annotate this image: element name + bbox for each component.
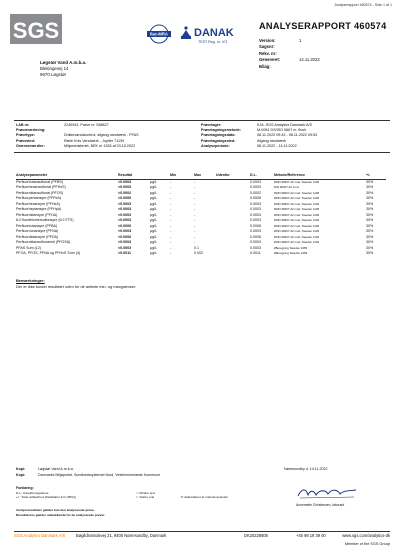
cell-max: - — [194, 179, 196, 184]
cell-dl: 0.0011 — [250, 251, 261, 255]
cell-max: - — [194, 185, 196, 189]
cell-max: - — [194, 223, 196, 228]
info-sample-site: Prøvested: Ræte Kols Vandværk - Jupiter 71139 — [16, 138, 125, 143]
footer-address: Bøgildsmindevej 21, 9400 Nørresundby, Danmark — [76, 533, 167, 538]
cell-max: 0.002 — [194, 251, 203, 255]
distribution-recipient: Kopi: Løgstør Vand A.m.b.a. — [16, 467, 74, 471]
report-meta — [259, 38, 389, 70]
cell-min: - — [170, 240, 172, 244]
cell-min: - — [170, 185, 172, 189]
cell-outside — [216, 251, 250, 257]
recipient-city: 9670 Løgstør — [40, 72, 67, 77]
legend-row: D.L.: Detektionsgrænse <: Mindre end — [16, 491, 156, 495]
cell-method: #Beregning Sweden 1056 — [274, 245, 308, 250]
cell-uncertainty: 30% — [366, 196, 374, 200]
report-title: ANALYSERAPPORT 460574 — [259, 21, 387, 31]
cell-result: <0.0003 — [118, 201, 132, 206]
ilac-mra-logo — [146, 24, 172, 44]
cell-parameter: PFOA, PFOS, PFNA og PFHxS Sum (4) — [16, 251, 81, 255]
cell-uncertainty: 30% — [366, 185, 374, 189]
cell-result: <0.0003 — [118, 245, 132, 250]
results-table — [16, 173, 386, 257]
cell-uncertainty: 30% — [366, 223, 374, 228]
cell-min: - — [170, 190, 172, 195]
signature-image — [296, 484, 358, 502]
cell-min: - — [170, 245, 172, 250]
footer-website[interactable]: www.sgs.com/analytics-dk — [342, 533, 390, 538]
cell-parameter: Perfluorhexansulfonat (PFHxS) — [16, 185, 66, 189]
cell-uncertainty: 30% — [366, 179, 374, 184]
cell-unit: µg/L — [150, 179, 158, 184]
cell-unit: µg/L — [150, 185, 158, 189]
cell-unit: µg/L — [150, 245, 158, 250]
col-header-uncertainty: +/- — [366, 173, 386, 179]
cell-parameter: Perfluoroktansyre (PFOA) — [16, 212, 58, 217]
cell-uncertainty: 30% — [366, 207, 374, 211]
cell-result: <0.0006 — [118, 196, 132, 200]
cell-unit: µg/L — [150, 201, 158, 206]
cell-parameter: Perfluorheptansyre (PFHpA) — [16, 207, 62, 211]
info-sample-type: Prøvetype: Drikkevandskontrol, afgang vandværk - PFAS — [16, 133, 139, 138]
cell-dl: 0.0006 — [250, 234, 261, 239]
cell-result: <0.0003 — [118, 240, 132, 244]
remarks-title: Bemærkninger: — [16, 278, 45, 283]
sgs-logo — [10, 14, 62, 44]
legend-title: Forklaring: — [16, 486, 34, 490]
cell-dl: 0.0006 — [250, 196, 261, 200]
cell-dl: 0.0003 — [250, 218, 261, 222]
meta-requisition: Rekv. nr: — [259, 50, 277, 56]
legend-notice: Analyseresultater gælder kun den analyserede prøve. Resultaterne gælder udelukkende for de analyserede prøver. — [16, 508, 106, 517]
cell-result: <0.0003 — [118, 212, 132, 217]
cell-method: #DIN 38407-42 mod. Sweden 1136 — [274, 190, 320, 195]
info-sampling-date: Prøvetagningsdato: 08.11.2022 09:43 - 08.11.2022 09:53 — [201, 133, 318, 138]
cell-method: #DIN 38407-42 mod. Sweden 1136 — [274, 212, 320, 217]
info-limits: Grænseværdier: Miljøministeriet, BEK nr 1383 af 03.10.2022 — [16, 143, 136, 148]
remarks-text: Der er ikke fundet resultater uden for de anførte min- og maxgrænser. — [16, 284, 137, 289]
signer-name: Annemette Christensen, laborant — [296, 503, 345, 507]
footer-divider — [14, 531, 390, 532]
meta-case-number: Sagsnr: — [259, 44, 275, 50]
danak-reg: TEST Reg. nr. 471 — [198, 40, 228, 44]
cell-parameter: Perfluornonansyre (PFNA) — [16, 229, 59, 233]
cell-min: - — [170, 223, 172, 228]
cell-dl: 0.0003 — [250, 240, 261, 244]
col-header-max: Max — [194, 173, 216, 179]
cell-result: <0.0003 — [118, 185, 132, 189]
info-analysis-period: Analyseperiode: 08.11.2022 - 14.11.2022 — [201, 143, 297, 148]
cell-min: - — [170, 229, 172, 233]
cell-unit: µg/L — [150, 240, 158, 244]
cell-result: <0.0003 — [118, 229, 132, 233]
cell-dl: 0.0003 — [250, 185, 261, 189]
sample-info-left — [16, 123, 201, 149]
cell-max: - — [194, 218, 196, 222]
cell-min: - — [170, 201, 172, 206]
cell-uncertainty: 30% — [366, 218, 374, 222]
cell-method: #DIN 38407-42 mod. Sweden 1136 — [274, 207, 320, 211]
divider — [14, 120, 390, 121]
cell-dl: 0.0003 — [250, 201, 261, 206]
meta-version: Version: 1 — [259, 38, 302, 43]
info-sample-marking: Prøvemærkning: — [16, 128, 46, 133]
cell-min: - — [170, 234, 172, 239]
cell-unit: µg/L — [150, 190, 158, 195]
meta-attachment: Bilag: — [259, 63, 271, 69]
cell-max: - — [194, 212, 196, 217]
cell-parameter: 6:2 fluortelomersulfonsyre (6:2 FTS) — [16, 218, 74, 222]
cell-parameter: Perfluoroktansulfonat (PFOS) — [16, 190, 64, 195]
distribution-copy: Kopi: Danmarks Miljøportal, Sundhedssystemet Nord, Vesthimmerlands Kommune — [16, 473, 161, 477]
cell-dl: 0.0003 — [250, 179, 261, 184]
cell-method: #DIN 38407-42 mod. Sweden 1136 — [274, 223, 320, 228]
cell-parameter: Perfluordekansyre (PFDA) — [16, 234, 59, 239]
cell-result: <0.0006 — [118, 223, 132, 228]
sample-info — [16, 123, 386, 149]
cell-uncertainty: 30% — [366, 201, 374, 206]
cell-uncertainty: 30% — [366, 190, 374, 195]
cell-unit: µg/L — [150, 223, 158, 228]
cell-method: DIN 38407-42 mod. — [274, 185, 300, 189]
cell-min: - — [170, 251, 172, 255]
cell-max: - — [194, 240, 196, 244]
cell-result: <0.0011 — [118, 251, 131, 255]
cell-parameter: Perfluorhexansyre (PFHxA) — [16, 201, 60, 206]
cell-method: #DIN 38407-42 mod. Sweden 1136 — [274, 179, 320, 184]
col-header-dl: D.L. — [250, 173, 274, 179]
cell-method: #DIN 38407-42 mod. Sweden 1136 — [274, 234, 320, 239]
cell-dl: 0.0002 — [250, 190, 261, 195]
cell-min: - — [170, 196, 172, 200]
cell-method: #DIN 38407-42 mod. Sweden 1136 — [274, 196, 320, 200]
cell-unit: µg/L — [150, 218, 158, 222]
divider — [14, 152, 390, 153]
page-reference: Analyserapport 460574 - Side 1 af 1 — [334, 3, 392, 7]
cell-method: #DIN 38407-42 mod. Sweden 1136 — [274, 201, 320, 206]
cell-uncertainty: 30% — [366, 245, 374, 250]
cell-max: - — [194, 196, 196, 200]
cell-parameter: Perfluorbutansyre (PFBA) — [16, 223, 58, 228]
cell-max: - — [194, 234, 196, 239]
cell-unit: µg/L — [150, 229, 158, 233]
cell-max: 0.1 — [194, 245, 199, 250]
cell-dl: 0.0003 — [250, 207, 261, 211]
signature-date: Nørresundby d. 14.11.2022 — [284, 467, 328, 471]
cell-method: #Beregning Sweden 1056 — [274, 251, 308, 255]
cell-parameter: Perfluorbutansulfonat (PFBS) — [16, 179, 63, 184]
col-header-method: Metode/Reference — [274, 173, 366, 179]
col-header-outside: Udenfor — [216, 173, 250, 179]
cell-uncertainty: 30% — [366, 240, 374, 244]
cell-uncertainty: 30% — [366, 212, 374, 217]
remarks — [16, 278, 136, 289]
cell-min: - — [170, 207, 172, 211]
legend-row: +/-: Total usikkerhed (Dækfaktor k=2 (95%)) >: Større end #: Akkrediteret af underleverandør — [16, 495, 228, 500]
cell-unit: µg/L — [150, 207, 158, 211]
meta-generated: Genereret: 14.11.2022 — [259, 57, 320, 63]
footer-member: Member of the SGS Group — [344, 542, 390, 546]
page-footer — [14, 533, 390, 538]
cell-uncertainty: 30% — [366, 229, 374, 233]
col-header-min: Min — [170, 173, 194, 179]
cell-result: <0.0006 — [118, 234, 132, 239]
cell-max: - — [194, 190, 196, 195]
legend — [16, 486, 266, 500]
sgs-logo-text: SGS — [12, 18, 60, 43]
cell-unit: µg/L — [150, 212, 158, 217]
footer-cvr: DK20228806 — [244, 533, 268, 538]
cell-min: - — [170, 179, 172, 184]
col-header-result: Resultat — [118, 173, 150, 179]
cell-unit: µg/L — [150, 234, 158, 239]
col-header-parameter: Analyseparameter — [16, 173, 118, 179]
info-lab-number: LAB nr: 2240943, Prøve nr. 558827 — [16, 123, 109, 127]
cell-unit: µg/L — [150, 251, 158, 255]
cell-method: #DIN 38407-42 mod. Sweden 1136 — [274, 240, 320, 244]
info-sampler: Prøvetager: KJA, SGS Analytics Danmark A/S — [201, 123, 312, 127]
cell-parameter: PFAS Sum (12) — [16, 245, 41, 250]
cell-method: #DIN 38407-42 mod. Sweden 1136 — [274, 218, 320, 222]
cell-result: <0.0003 — [118, 218, 132, 222]
cell-method: #DIN 38407-42 mod. Sweden 1136 — [274, 229, 320, 233]
danak-text: DANAK — [194, 27, 234, 39]
cell-min: - — [170, 218, 172, 222]
footer-phone: +45 98 19 39 00 — [296, 533, 326, 538]
recipient-address — [40, 60, 86, 78]
recipient-street: Blekingevej 14 — [40, 66, 69, 71]
cell-dl: 0.0006 — [250, 223, 261, 228]
table-row — [16, 251, 386, 257]
cell-uncertainty: 30% — [366, 234, 374, 239]
cell-parameter: Perfluorpentansyre (PFPeA) — [16, 196, 62, 200]
danak-logo — [178, 22, 248, 48]
info-sampling-site: Prøvetagningssted: Afgang vandværk — [201, 138, 286, 143]
ilac-text: ilac-MRA — [150, 31, 168, 37]
cell-dl: 0.0003 — [250, 212, 261, 217]
cell-max: - — [194, 229, 196, 233]
cell-dl: 0.0003 — [250, 245, 261, 250]
cell-dl: 0.0003 — [250, 229, 261, 233]
cell-result: <0.0003 — [118, 179, 132, 184]
cell-result: <0.0003 — [118, 207, 132, 211]
cell-parameter: Perfluoroktansulfonamid (PFOSA) — [16, 240, 71, 244]
recipient-name: Løgstør Vand A.m.b.a. — [40, 60, 87, 65]
cell-max: - — [194, 201, 196, 206]
sample-info-right — [201, 123, 386, 149]
distribution — [16, 466, 386, 478]
cell-unit: µg/L — [150, 196, 158, 200]
info-sampling-method: Prøvetagningsmetode: M-0061 DS/ISO 5667 m. flush — [201, 128, 307, 133]
cell-result: <0.0002 — [118, 190, 132, 195]
cell-uncertainty: 30% — [366, 251, 374, 255]
footer-brand: SGS Analytics Danmark A/S — [14, 533, 66, 538]
cell-min: - — [170, 212, 172, 217]
cell-max: - — [194, 207, 196, 211]
